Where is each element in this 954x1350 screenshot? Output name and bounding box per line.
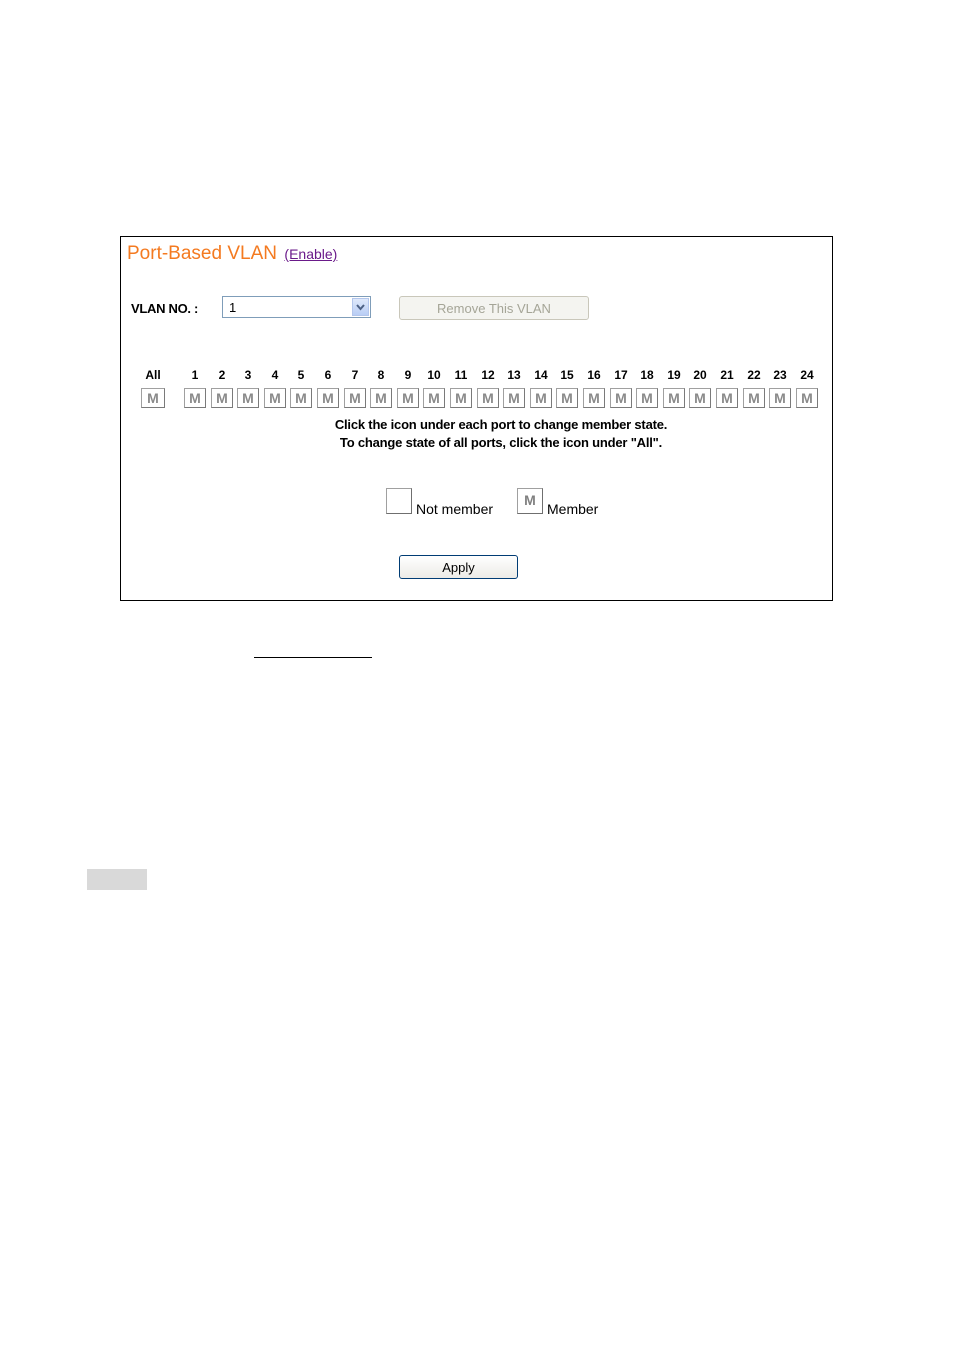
remove-vlan-button[interactable]: Remove This VLAN [399,296,589,320]
port-label-all: All [145,368,161,382]
port-toggle-9[interactable]: M [397,388,419,408]
port-toggle-6[interactable]: M [317,388,339,408]
port-label-12: 12 [481,368,495,382]
instruction-line-1: Click the icon under each port to change member state. [334,417,668,432]
port-toggle-1[interactable]: M [184,388,206,408]
port-toggle-5[interactable]: M [290,388,312,408]
port-label-1: 1 [191,368,199,382]
legend-not-member-icon [386,488,412,514]
underline-rule [254,657,372,658]
panel-title: Port-Based VLAN [127,243,277,264]
port-toggle-all[interactable]: M [141,388,165,408]
port-label-18: 18 [640,368,654,382]
port-label-8: 8 [377,368,385,382]
chevron-down-icon[interactable] [352,298,369,316]
port-label-23: 23 [773,368,787,382]
port-label-21: 21 [720,368,734,382]
panel-header [127,243,337,265]
port-label-16: 16 [587,368,601,382]
port-toggle-24[interactable]: M [796,388,818,408]
enable-link[interactable]: (Enable) [284,246,338,262]
port-toggle-22[interactable]: M [743,388,765,408]
port-toggle-21[interactable]: M [716,388,738,408]
port-toggle-10[interactable]: M [423,388,445,408]
port-label-2: 2 [218,368,226,382]
port-label-10: 10 [427,368,441,382]
port-label-19: 19 [667,368,681,382]
port-toggle-13[interactable]: M [503,388,525,408]
port-label-14: 14 [534,368,548,382]
port-toggle-11[interactable]: M [450,388,472,408]
vlan-number-select[interactable] [222,296,371,318]
port-label-7: 7 [351,368,359,382]
port-label-6: 6 [324,368,332,382]
vlan-number-label: VLAN NO. : [131,301,199,316]
port-toggle-2[interactable]: M [211,388,233,408]
legend-member-icon: M [517,488,543,514]
grey-label-block [87,869,147,890]
port-toggle-19[interactable]: M [663,388,685,408]
port-toggle-18[interactable]: M [636,388,658,408]
apply-button[interactable]: Apply [399,555,518,579]
port-toggle-17[interactable]: M [610,388,632,408]
port-toggle-7[interactable]: M [344,388,366,408]
port-label-11: 11 [454,368,468,382]
port-toggle-16[interactable]: M [583,388,605,408]
port-label-22: 22 [747,368,761,382]
port-toggle-15[interactable]: M [556,388,578,408]
vlan-number-value: 1 [229,300,237,315]
port-toggle-8[interactable]: M [370,388,392,408]
port-label-3: 3 [244,368,252,382]
port-toggle-20[interactable]: M [689,388,711,408]
port-label-5: 5 [297,368,305,382]
port-label-17: 17 [614,368,628,382]
port-based-vlan-panel [120,236,833,601]
port-toggle-12[interactable]: M [477,388,499,408]
port-label-13: 13 [507,368,521,382]
legend-member-label: Member [547,501,599,517]
port-toggle-4[interactable]: M [264,388,286,408]
port-label-20: 20 [693,368,707,382]
port-toggle-3[interactable]: M [237,388,259,408]
port-label-4: 4 [271,368,279,382]
instruction-line-2: To change state of all ports, click the icon under "All". [339,435,663,450]
port-label-24: 24 [800,368,814,382]
legend-not-member-label: Not member [416,501,494,517]
port-label-15: 15 [560,368,574,382]
port-label-9: 9 [404,368,412,382]
port-toggle-14[interactable]: M [530,388,552,408]
port-toggle-23[interactable]: M [769,388,791,408]
